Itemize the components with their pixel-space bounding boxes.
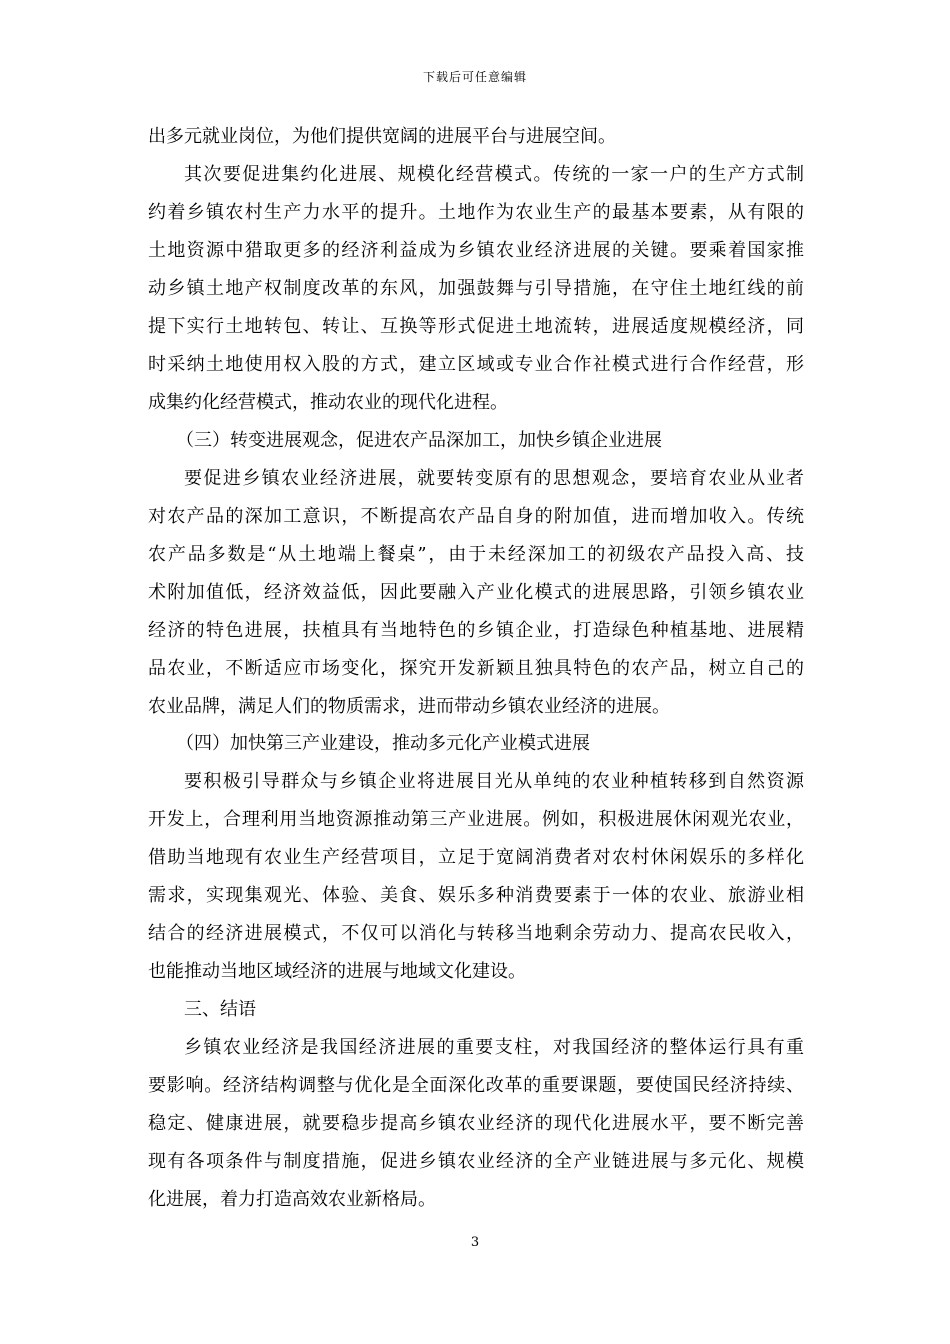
- paragraph-start-line: 乡镇农业经济是我国经济进展的重要支柱，对我国经济的整体运行具有重: [184, 1037, 804, 1058]
- text-line: 土地资源中猎取更多的经济利益成为乡镇农业经济进展的关键。要乘着国家推: [148, 240, 804, 261]
- text-line: 农产品多数是“从土地端上餐桌”，由于未经深加工的初级农产品投入高、技: [148, 544, 804, 565]
- text-line: 品农业，不断适应市场变化，探究开发新颖且独具特色的农产品，树立自己的: [148, 658, 804, 679]
- page-header: 下载后可任意编辑: [422, 70, 527, 84]
- text-line: 出多元就业岗位，为他们提供宽阔的进展平台与进展空间。: [148, 126, 616, 147]
- text-line: 时采纳土地使用权入股的方式，建立区域或专业合作社模式进行合作经营，形: [148, 354, 804, 375]
- text-line: 现有各项条件与制度措施，促进乡镇农业经济的全产业链进展与多元化、规模: [148, 1151, 804, 1172]
- section-heading: （三）转变进展观念，促进农产品深加工，加快乡镇企业进展: [176, 430, 662, 451]
- section-heading: （四）加快第三产业建设，推动多元化产业模式进展: [176, 733, 590, 754]
- page-number: 3: [470, 1235, 480, 1250]
- text-line: 提下实行土地转包、转让、互换等形式促进土地流转，进展适度规模经济，同: [148, 316, 804, 337]
- text-line: 结合的经济进展模式，不仅可以消化与转移当地剩余劳动力、提高农民收入，: [148, 923, 804, 944]
- text-line: 需求，实现集观光、体验、美食、娱乐多种消费要素于一体的农业、旅游业相: [148, 885, 804, 906]
- text-line: 也能推动当地区域经济的进展与地域文化建设。: [148, 961, 526, 982]
- text-line: 开发上，合理利用当地资源推动第三产业进展。例如，积极进展休闲观光农业，: [148, 809, 804, 830]
- paragraph-start-line: 其次要促进集约化进展、规模化经营模式。传统的一家一户的生产方式制: [184, 164, 804, 185]
- text-line: 成集约化经营模式，推动农业的现代化进程。: [148, 392, 508, 413]
- text-line: 术附加值低，经济效益低，因此要融入产业化模式的进展思路，引领乡镇农业: [148, 582, 804, 603]
- paragraph-start-line: 要促进乡镇农业经济进展，就要转变原有的思想观念，要培育农业从业者: [184, 468, 804, 489]
- text-line: 对农产品的深加工意识，不断提高农产品自身的附加值，进而增加收入。传统: [148, 506, 804, 527]
- paragraph-start-line: 要积极引导群众与乡镇企业将进展目光从单纯的农业种植转移到自然资源: [184, 771, 804, 792]
- text-line: 动乡镇土地产权制度改革的东风，加强鼓舞与引导措施，在守住土地红线的前: [148, 278, 804, 299]
- text-line: 化进展，着力打造高效农业新格局。: [148, 1189, 436, 1210]
- section-heading: 三、结语: [184, 999, 256, 1020]
- text-line: 借助当地现有农业生产经营项目，立足于宽阔消费者对农村休闲娱乐的多样化: [148, 847, 804, 868]
- text-line: 约着乡镇农村生产力水平的提升。土地作为农业生产的最基本要素，从有限的: [148, 202, 804, 223]
- text-line: 稳定、健康进展，就要稳步提高乡镇农业经济的现代化进展水平，要不断完善: [148, 1113, 804, 1134]
- text-line: 经济的特色进展，扶植具有当地特色的乡镇企业，打造绿色种植基地、进展精: [148, 620, 804, 641]
- text-line: 要影响。经济结构调整与优化是全面深化改革的重要课题，要使国民经济持续、: [148, 1075, 804, 1096]
- text-line: 农业品牌，满足人们的物质需求，进而带动乡镇农业经济的进展。: [148, 696, 670, 717]
